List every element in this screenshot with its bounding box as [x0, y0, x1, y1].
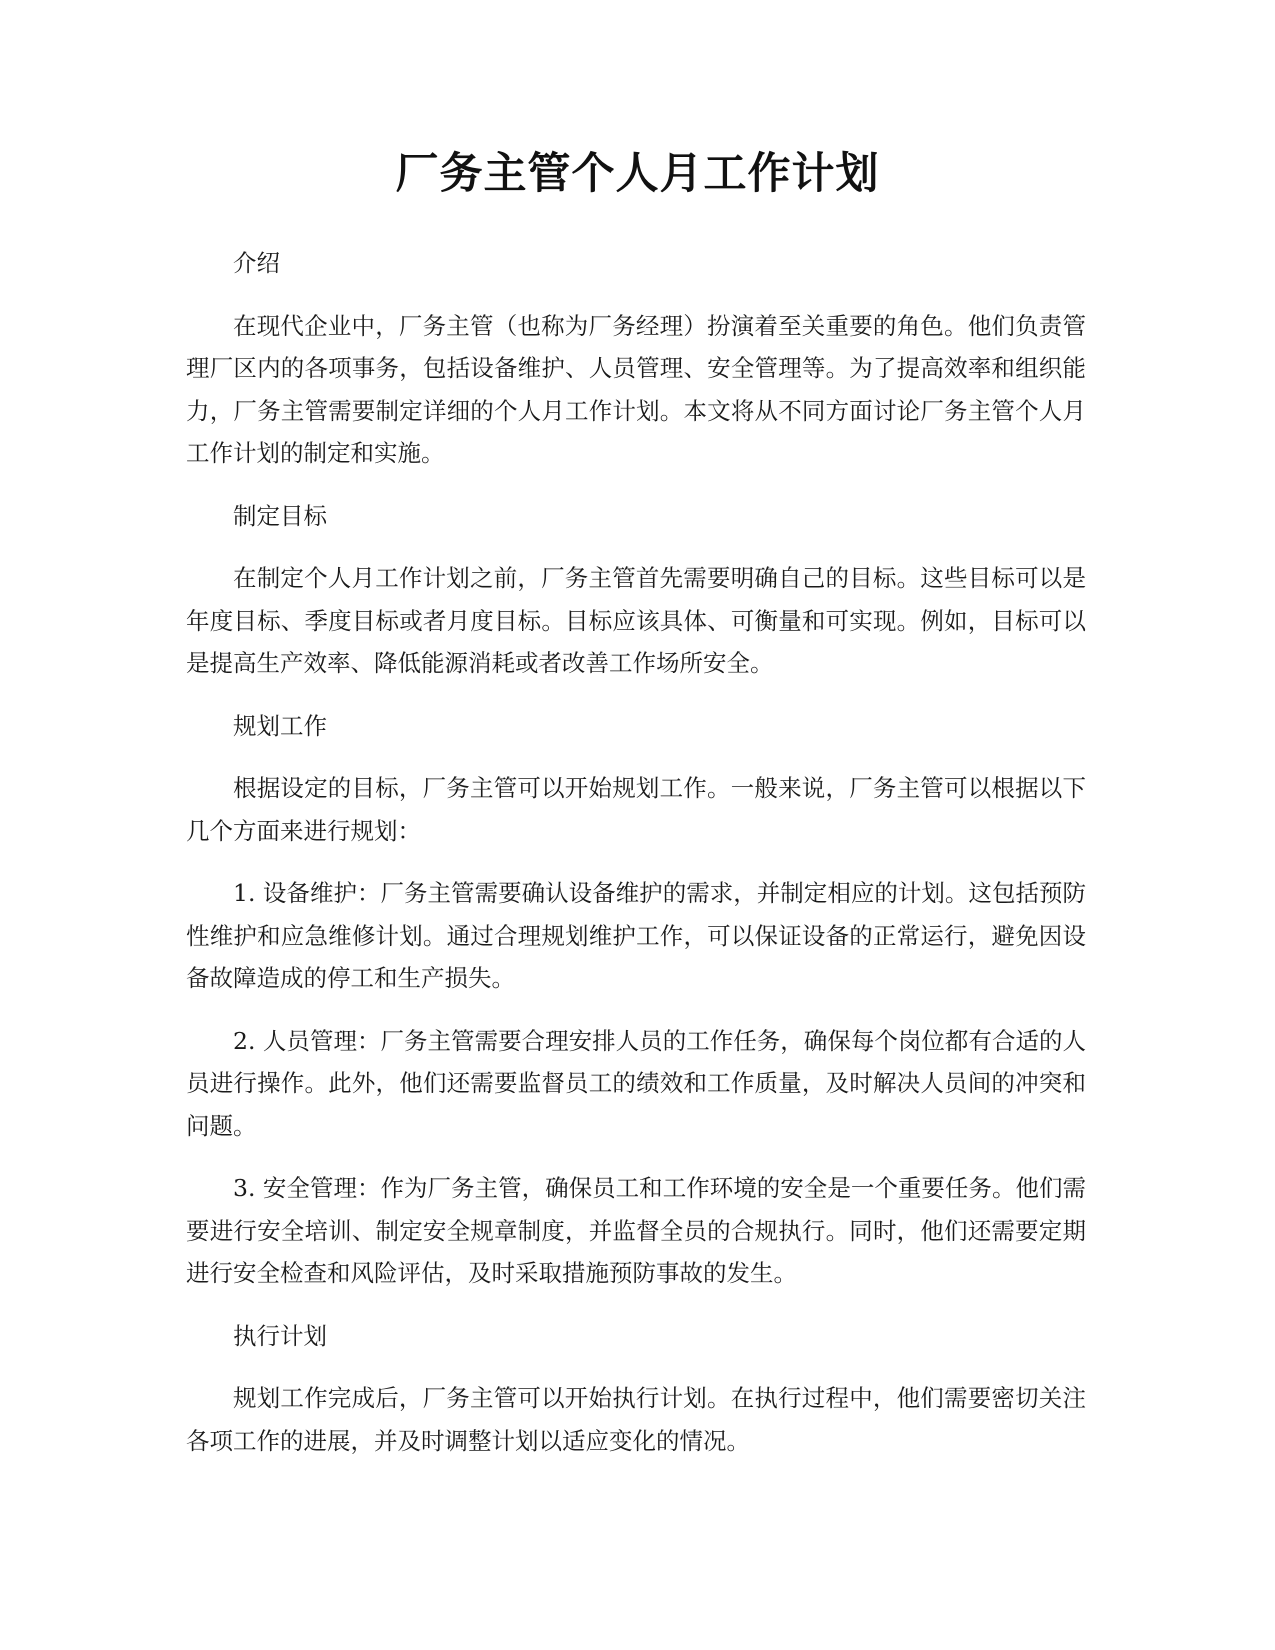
paragraph-goals: 在制定个人月工作计划之前，厂务主管首先需要明确自己的目标。这些目标可以是年度目标、季度目标或者月度目标。目标应该具体、可衡量和可实现。例如，目标可以是提高生产效率、降低能源消耗或者改善工作场所安全。: [186, 564, 1086, 677]
paragraph-intro: 在现代企业中，厂务主管（也称为厂务经理）扮演着至关重要的角色。他们负责管理厂区内的各项事务，包括设备维护、人员管理、安全管理等。为了提高效率和组织能力，厂务主管需要制定详细的个人月工作计划。本文将从不同方面讨论厂务主管个人月工作计划的制定和实施。: [186, 311, 1086, 467]
document-title: 厂务主管个人月工作计划: [395, 149, 880, 199]
section-heading-planning: 规划工作: [233, 711, 327, 740]
section-heading-execution: 执行计划: [233, 1321, 327, 1350]
list-item-safety-management: 3. 安全管理：作为厂务主管，确保员工和工作环境的安全是一个重要任务。他们需要进行安全培训、制定安全规章制度，并监督全员的合规执行。同时，他们还需要定期进行安全检查和风险评估，及时采取措施预防事故的发生。: [186, 1174, 1086, 1287]
paragraph-planning: 根据设定的目标，厂务主管可以开始规划工作。一般来说，厂务主管可以根据以下几个方面来进行规划：: [186, 774, 1086, 845]
list-item-personnel-management: 2. 人员管理：厂务主管需要合理安排人员的工作任务，确保每个岗位都有合适的人员进行操作。此外，他们还需要监督员工的绩效和工作质量，及时解决人员间的冲突和问题。: [186, 1026, 1086, 1140]
section-heading-intro: 介绍: [233, 249, 280, 277]
document-body: [186, 242, 1086, 1482]
paragraph-execution: 规划工作完成后，厂务主管可以开始执行计划。在执行过程中，他们需要密切关注各项工作的进展，并及时调整计划以适应变化的情况。: [186, 1384, 1086, 1455]
list-item-equipment-maintenance: 1. 设备维护：厂务主管需要确认设备维护的需求，并制定相应的计划。这包括预防性维护和应急维修计划。通过合理规划维护工作，可以保证设备的正常运行，避免因设备故障造成的停工和生产损失。: [186, 879, 1086, 992]
section-heading-goals: 制定目标: [233, 501, 327, 530]
